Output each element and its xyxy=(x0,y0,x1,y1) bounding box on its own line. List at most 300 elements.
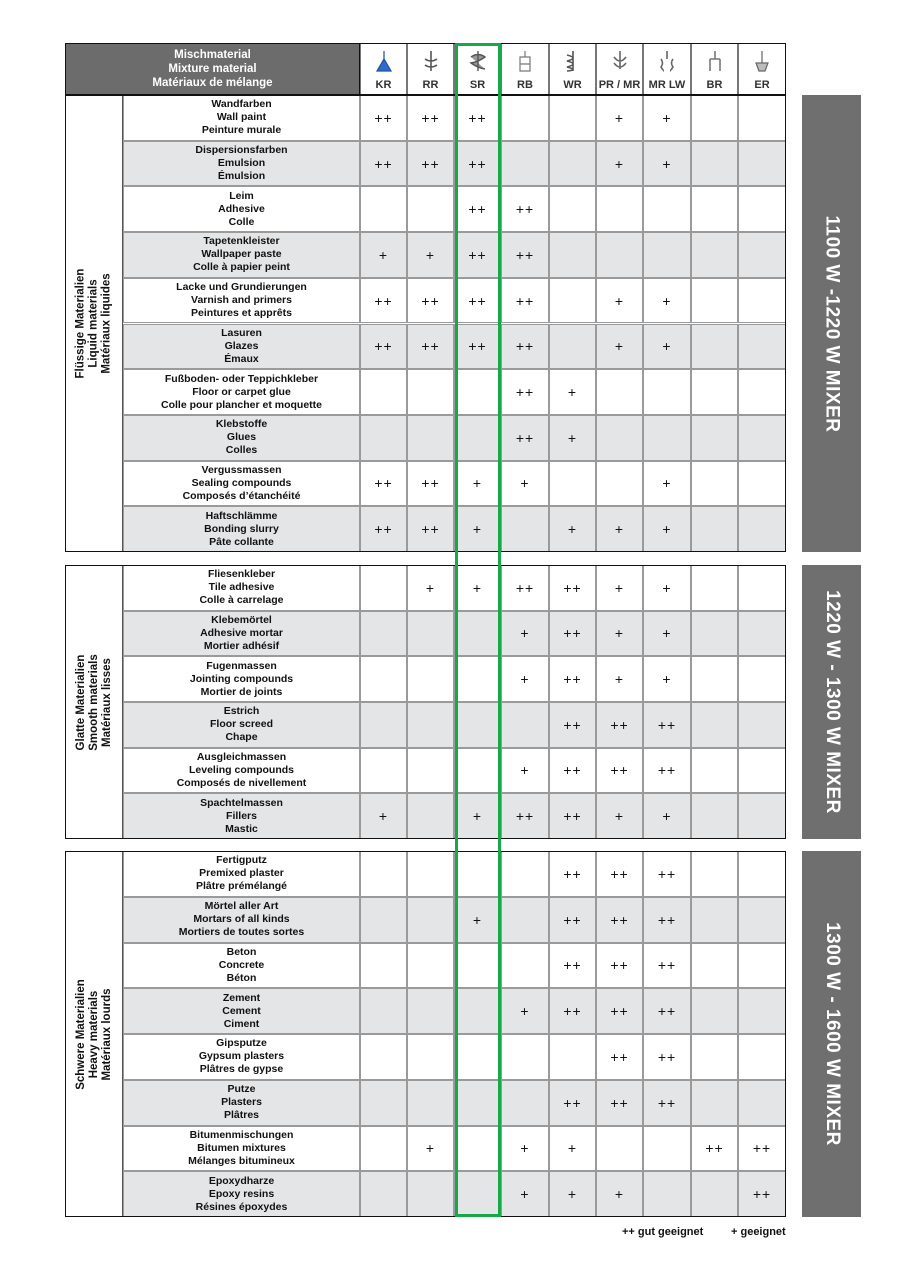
rating-cell: + xyxy=(360,793,407,839)
rating-cell xyxy=(407,748,454,794)
material-name-line: Vergussmassen xyxy=(201,463,282,476)
rating-cell xyxy=(454,611,501,657)
rating-cell: ++ xyxy=(596,851,643,897)
material-name xyxy=(123,415,360,461)
rating-cell: ++ xyxy=(596,897,643,943)
power-band-label: 1300 W - 1600 W MIXER xyxy=(821,922,843,1146)
legend-good: ++ gut geeignet xyxy=(622,1226,704,1238)
rating-cell: + xyxy=(596,278,643,324)
category-line: Matériaux lisses xyxy=(100,657,113,747)
rating-cell xyxy=(454,1126,501,1172)
rating-cell: + xyxy=(501,461,549,507)
rating-cell: + xyxy=(643,324,691,370)
rating-cell: ++ xyxy=(549,1080,596,1126)
rating-cell xyxy=(691,324,738,370)
rating-cell: + xyxy=(643,565,691,611)
rating-cell xyxy=(738,656,786,702)
rating-cell xyxy=(738,748,786,794)
rating-cell xyxy=(407,1034,454,1080)
material-name xyxy=(123,748,360,794)
rating-cell: + xyxy=(596,141,643,187)
material-name xyxy=(123,897,360,943)
rating-cell: ++ xyxy=(360,278,407,324)
rating-cell: ++ xyxy=(501,186,549,232)
rating-cell xyxy=(738,369,786,415)
material-name xyxy=(123,461,360,507)
rating-cell xyxy=(549,324,596,370)
rating-cell xyxy=(643,232,691,278)
material-name xyxy=(123,1034,360,1080)
material-name-line: Résines époxydes xyxy=(195,1200,288,1213)
rating-cell xyxy=(691,141,738,187)
category-line: Smooth materials xyxy=(87,653,100,751)
rating-cell xyxy=(454,943,501,989)
rating-cell: ++ xyxy=(643,897,691,943)
rating-cell: ++ xyxy=(549,793,596,839)
rating-cell xyxy=(738,186,786,232)
material-name-line: Colle à carrelage xyxy=(199,594,284,607)
rating-cell: ++ xyxy=(643,943,691,989)
material-name-line: Adhesive mortar xyxy=(200,626,283,639)
column-code: RB xyxy=(517,79,533,91)
rating-cell xyxy=(738,324,786,370)
rating-cell xyxy=(454,702,501,748)
rating-cell xyxy=(549,95,596,141)
rating-cell xyxy=(738,565,786,611)
column-header-rr xyxy=(407,43,454,95)
rating-cell xyxy=(738,1034,786,1080)
material-name-line: Sealing compounds xyxy=(191,476,292,489)
category-line: Flüssige Materialien xyxy=(74,268,87,379)
column-code: ER xyxy=(754,79,770,91)
material-name-line: Jointing compounds xyxy=(189,672,294,685)
rating-cell xyxy=(691,369,738,415)
rating-cell xyxy=(549,232,596,278)
rating-cell: + xyxy=(501,611,549,657)
rating-cell xyxy=(596,461,643,507)
material-name-line: Ciment xyxy=(223,1017,260,1030)
rating-cell: ++ xyxy=(549,656,596,702)
rating-cell xyxy=(691,851,738,897)
material-name-line: Klebemörtel xyxy=(211,613,272,626)
material-name-line: Lacke und Grundierungen xyxy=(176,281,307,294)
rating-cell: ++ xyxy=(549,943,596,989)
rating-cell xyxy=(738,232,786,278)
material-name-line: Fußboden- oder Teppichkleber xyxy=(164,372,319,385)
column-header-wr xyxy=(549,43,596,95)
material-name-line: Colle à papier peint xyxy=(193,261,290,274)
rating-cell: + xyxy=(454,461,501,507)
power-band-label: 1100 W -1220 W MIXER xyxy=(821,215,843,432)
rating-cell: ++ xyxy=(407,278,454,324)
rating-cell xyxy=(407,1171,454,1217)
material-name-line: Floor screed xyxy=(209,718,274,731)
column-header-kr xyxy=(360,43,407,95)
material-name-line: Peinture murale xyxy=(201,124,282,137)
column-code: RR xyxy=(422,79,439,91)
material-name xyxy=(123,1171,360,1217)
rating-cell: ++ xyxy=(643,1080,691,1126)
material-name-line: Cement xyxy=(222,1004,261,1017)
rating-cell xyxy=(738,506,786,552)
rating-cell xyxy=(738,943,786,989)
column-header-sr xyxy=(454,43,501,95)
rating-cell xyxy=(407,656,454,702)
material-name-line: Fliesenkleber xyxy=(207,568,276,581)
rating-cell: ++ xyxy=(454,186,501,232)
material-name-line: Béton xyxy=(226,971,257,984)
rating-cell xyxy=(691,278,738,324)
material-name-line: Haftschlämme xyxy=(205,509,278,522)
rating-cell: ++ xyxy=(596,748,643,794)
material-name-line: Plasters xyxy=(221,1096,262,1109)
rating-cell: ++ xyxy=(501,793,549,839)
category-line: Matériaux liquides xyxy=(100,273,113,374)
material-name-line: Plâtres xyxy=(223,1109,260,1122)
rating-cell: ++ xyxy=(549,988,596,1034)
rating-cell: ++ xyxy=(501,324,549,370)
rating-cell xyxy=(643,1171,691,1217)
material-name-line: Lasuren xyxy=(221,326,262,339)
rating-cell: + xyxy=(596,1171,643,1217)
column-header-rb xyxy=(501,43,549,95)
rating-cell xyxy=(738,702,786,748)
rating-cell: ++ xyxy=(549,565,596,611)
material-name xyxy=(123,232,360,278)
column-code: MR LW xyxy=(648,79,686,91)
material-name xyxy=(123,656,360,702)
category-label xyxy=(65,851,123,1217)
rating-cell: ++ xyxy=(596,1034,643,1080)
rating-cell xyxy=(501,851,549,897)
material-name xyxy=(123,141,360,187)
rating-cell: ++ xyxy=(549,611,596,657)
rating-cell xyxy=(407,943,454,989)
category-line: Glatte Materialien xyxy=(74,654,87,750)
rating-cell: + xyxy=(549,415,596,461)
column-header-prmr xyxy=(596,43,643,95)
rating-cell xyxy=(407,415,454,461)
material-name xyxy=(123,943,360,989)
rating-cell xyxy=(360,748,407,794)
helix-stirrer-icon xyxy=(419,48,443,79)
rating-cell xyxy=(360,943,407,989)
header-title xyxy=(65,43,360,95)
rating-cell: + xyxy=(596,506,643,552)
rating-cell xyxy=(643,415,691,461)
rating-cell: + xyxy=(596,95,643,141)
rating-cell xyxy=(738,415,786,461)
rating-cell xyxy=(549,1034,596,1080)
material-name-line: Emulsion xyxy=(217,157,266,170)
rating-cell xyxy=(360,851,407,897)
rating-cell: ++ xyxy=(454,278,501,324)
material-name xyxy=(123,793,360,839)
rating-cell xyxy=(454,1080,501,1126)
material-name-line: Dispersionsfarben xyxy=(195,144,288,157)
material-name-line: Zement xyxy=(222,991,261,1004)
rating-cell: + xyxy=(454,897,501,943)
column-header-mrlw xyxy=(643,43,691,95)
material-name-line: Fugenmassen xyxy=(206,659,277,672)
rating-cell: + xyxy=(407,1126,454,1172)
material-name xyxy=(123,369,360,415)
rating-cell: ++ xyxy=(549,748,596,794)
rating-cell xyxy=(360,1034,407,1080)
rating-cell xyxy=(501,1080,549,1126)
coil-stirrer-icon xyxy=(561,48,585,79)
rating-cell xyxy=(407,851,454,897)
power-band xyxy=(802,851,861,1217)
rating-cell: ++ xyxy=(596,1080,643,1126)
material-name-line: Colles xyxy=(225,444,258,457)
rating-cell xyxy=(407,369,454,415)
rating-cell: + xyxy=(643,461,691,507)
material-name-line: Tile adhesive xyxy=(208,581,275,594)
material-name-line: Composés d’étanchéité xyxy=(182,489,301,502)
material-name-line: Chape xyxy=(225,731,258,744)
rating-cell: ++ xyxy=(360,95,407,141)
material-name-line: Wandfarben xyxy=(211,98,272,111)
material-name-line: Spachtelmassen xyxy=(200,796,283,809)
rating-cell xyxy=(691,232,738,278)
rating-cell xyxy=(360,1171,407,1217)
rating-cell: + xyxy=(501,656,549,702)
material-name-line: Gipsputze xyxy=(216,1037,267,1050)
material-name-line: Plâtres de gypse xyxy=(199,1063,284,1076)
rating-cell xyxy=(643,369,691,415)
rating-cell xyxy=(738,897,786,943)
rating-cell xyxy=(596,369,643,415)
material-name xyxy=(123,1126,360,1172)
rating-cell xyxy=(738,461,786,507)
header-title-line: Mixture material xyxy=(168,63,257,75)
material-name-line: Tapetenkleister xyxy=(203,235,280,248)
rating-cell xyxy=(596,1126,643,1172)
rating-cell: ++ xyxy=(643,748,691,794)
material-name-line: Concrete xyxy=(218,958,265,971)
category-text xyxy=(75,654,114,751)
twin-spiral-stirrer-icon xyxy=(655,48,679,79)
rating-cell: + xyxy=(549,506,596,552)
material-name-line: Mortiers de toutes sortes xyxy=(178,926,305,939)
rating-cell xyxy=(691,461,738,507)
category-text xyxy=(75,979,114,1090)
category-line: Heavy materials xyxy=(87,990,100,1078)
rating-cell: ++ xyxy=(454,141,501,187)
rating-cell: ++ xyxy=(643,851,691,897)
rating-cell: ++ xyxy=(549,702,596,748)
rating-cell xyxy=(454,988,501,1034)
material-name-line: Émaux xyxy=(224,352,259,365)
rating-cell xyxy=(501,141,549,187)
material-name-line: Fertigputz xyxy=(216,854,267,867)
rating-cell xyxy=(360,702,407,748)
rating-cell: + xyxy=(596,565,643,611)
material-name xyxy=(123,851,360,897)
material-name-line: Floor or carpet glue xyxy=(192,385,291,398)
rating-cell xyxy=(360,186,407,232)
material-name xyxy=(123,611,360,657)
rating-cell: + xyxy=(643,656,691,702)
rating-cell: + xyxy=(407,565,454,611)
header-title-line: Matériaux de mélange xyxy=(152,77,273,89)
rating-cell xyxy=(549,278,596,324)
material-name-line: Varnish and primers xyxy=(191,294,292,307)
rating-cell xyxy=(407,186,454,232)
material-name-line: Epoxy resins xyxy=(208,1187,275,1200)
rating-cell: + xyxy=(501,748,549,794)
rating-cell xyxy=(691,943,738,989)
material-name-line: Leim xyxy=(229,189,254,202)
rating-cell: ++ xyxy=(501,369,549,415)
power-band-label: 1220 W - 1300 W MIXER xyxy=(821,590,843,814)
rating-cell: ++ xyxy=(407,461,454,507)
material-name xyxy=(123,324,360,370)
rating-cell: ++ xyxy=(407,95,454,141)
material-name xyxy=(123,506,360,552)
rating-cell: ++ xyxy=(360,324,407,370)
rating-cell xyxy=(407,611,454,657)
rating-cell xyxy=(738,851,786,897)
material-name-line: Colle pour plancher et moquette xyxy=(160,398,323,411)
category-line: Liquid materials xyxy=(87,279,100,368)
rating-cell xyxy=(596,232,643,278)
rating-cell xyxy=(360,415,407,461)
rating-cell xyxy=(501,943,549,989)
material-name xyxy=(123,702,360,748)
rating-cell xyxy=(360,1080,407,1126)
rating-cell xyxy=(407,1080,454,1126)
column-code: WR xyxy=(563,79,582,91)
rating-cell: ++ xyxy=(407,506,454,552)
rating-cell xyxy=(360,897,407,943)
material-name xyxy=(123,186,360,232)
legend-ok: + geeignet xyxy=(731,1226,786,1238)
rating-cell xyxy=(691,1080,738,1126)
rating-cell xyxy=(407,702,454,748)
rating-cell: ++ xyxy=(501,565,549,611)
rating-cell xyxy=(407,988,454,1034)
rating-cell xyxy=(360,656,407,702)
rating-cell: ++ xyxy=(360,461,407,507)
material-name xyxy=(123,278,360,324)
rating-cell xyxy=(738,1080,786,1126)
rating-cell xyxy=(549,461,596,507)
power-band xyxy=(802,565,861,839)
column-header-br xyxy=(691,43,738,95)
rating-cell: + xyxy=(501,1126,549,1172)
rating-cell: + xyxy=(454,793,501,839)
rating-cell xyxy=(501,506,549,552)
rating-cell xyxy=(691,186,738,232)
material-name-line: Premixed plaster xyxy=(199,867,284,880)
rating-cell xyxy=(454,851,501,897)
material-name xyxy=(123,565,360,611)
material-name xyxy=(123,95,360,141)
rating-cell xyxy=(738,278,786,324)
rating-cell: + xyxy=(596,793,643,839)
rating-cell xyxy=(691,611,738,657)
rating-cell: ++ xyxy=(643,1034,691,1080)
material-name-line: Mélanges bitumineux xyxy=(188,1154,295,1167)
category-label xyxy=(65,95,123,552)
power-band xyxy=(802,95,861,552)
rating-cell xyxy=(501,95,549,141)
material-name-line: Glazes xyxy=(224,339,259,352)
rating-cell: + xyxy=(596,611,643,657)
category-text xyxy=(75,269,114,379)
rating-cell xyxy=(691,1171,738,1217)
rating-cell: ++ xyxy=(738,1126,786,1172)
rating-cell: ++ xyxy=(549,851,596,897)
rating-cell: ++ xyxy=(407,324,454,370)
rating-cell xyxy=(360,611,407,657)
material-name-line: Mastic xyxy=(225,822,258,835)
rating-cell: ++ xyxy=(596,702,643,748)
rating-cell xyxy=(454,415,501,461)
column-code: BR xyxy=(706,79,723,91)
rating-cell: + xyxy=(549,1171,596,1217)
column-header-er xyxy=(738,43,786,95)
material-name-line: Peintures et apprêts xyxy=(191,307,292,320)
material-name-line: Epoxydharze xyxy=(208,1174,275,1187)
rating-cell: ++ xyxy=(549,897,596,943)
rating-cell xyxy=(738,611,786,657)
category-label xyxy=(65,565,123,839)
material-name-line: Pâte collante xyxy=(209,535,274,548)
material-name-line: Wall paint xyxy=(216,111,267,124)
rating-cell: + xyxy=(549,1126,596,1172)
rating-cell: ++ xyxy=(407,141,454,187)
material-name-line: Wallpaper paste xyxy=(201,248,282,261)
rating-cell xyxy=(407,793,454,839)
plate-stirrer-icon xyxy=(750,48,774,79)
rating-cell xyxy=(643,186,691,232)
material-name-line: Gypsum plasters xyxy=(198,1050,285,1063)
rating-cell: + xyxy=(643,95,691,141)
rating-cell: ++ xyxy=(643,702,691,748)
rating-cell: ++ xyxy=(738,1171,786,1217)
rating-cell: + xyxy=(360,232,407,278)
rating-cell xyxy=(360,988,407,1034)
rating-cell xyxy=(691,565,738,611)
rating-cell: + xyxy=(643,141,691,187)
rating-cell xyxy=(596,186,643,232)
rating-cell: + xyxy=(596,324,643,370)
rating-cell xyxy=(454,1171,501,1217)
rating-cell xyxy=(360,565,407,611)
rating-cell: + xyxy=(643,793,691,839)
rating-cell: + xyxy=(501,1171,549,1217)
rating-cell xyxy=(454,656,501,702)
rating-cell: ++ xyxy=(501,232,549,278)
rating-cell: ++ xyxy=(691,1126,738,1172)
material-name xyxy=(123,1080,360,1126)
cage-stirrer-icon xyxy=(513,48,537,79)
rating-cell xyxy=(691,506,738,552)
rating-cell xyxy=(738,141,786,187)
material-name-line: Estrich xyxy=(223,705,260,718)
paddle-stirrer-icon xyxy=(608,48,632,79)
rating-cell: + xyxy=(596,656,643,702)
material-name-line: Mörtel aller Art xyxy=(204,900,279,913)
category-line: Matériaux lourds xyxy=(100,987,113,1081)
rating-cell: + xyxy=(454,506,501,552)
material-name-line: Bitumen mixtures xyxy=(197,1141,286,1154)
rating-cell xyxy=(549,141,596,187)
rating-cell: ++ xyxy=(596,988,643,1034)
